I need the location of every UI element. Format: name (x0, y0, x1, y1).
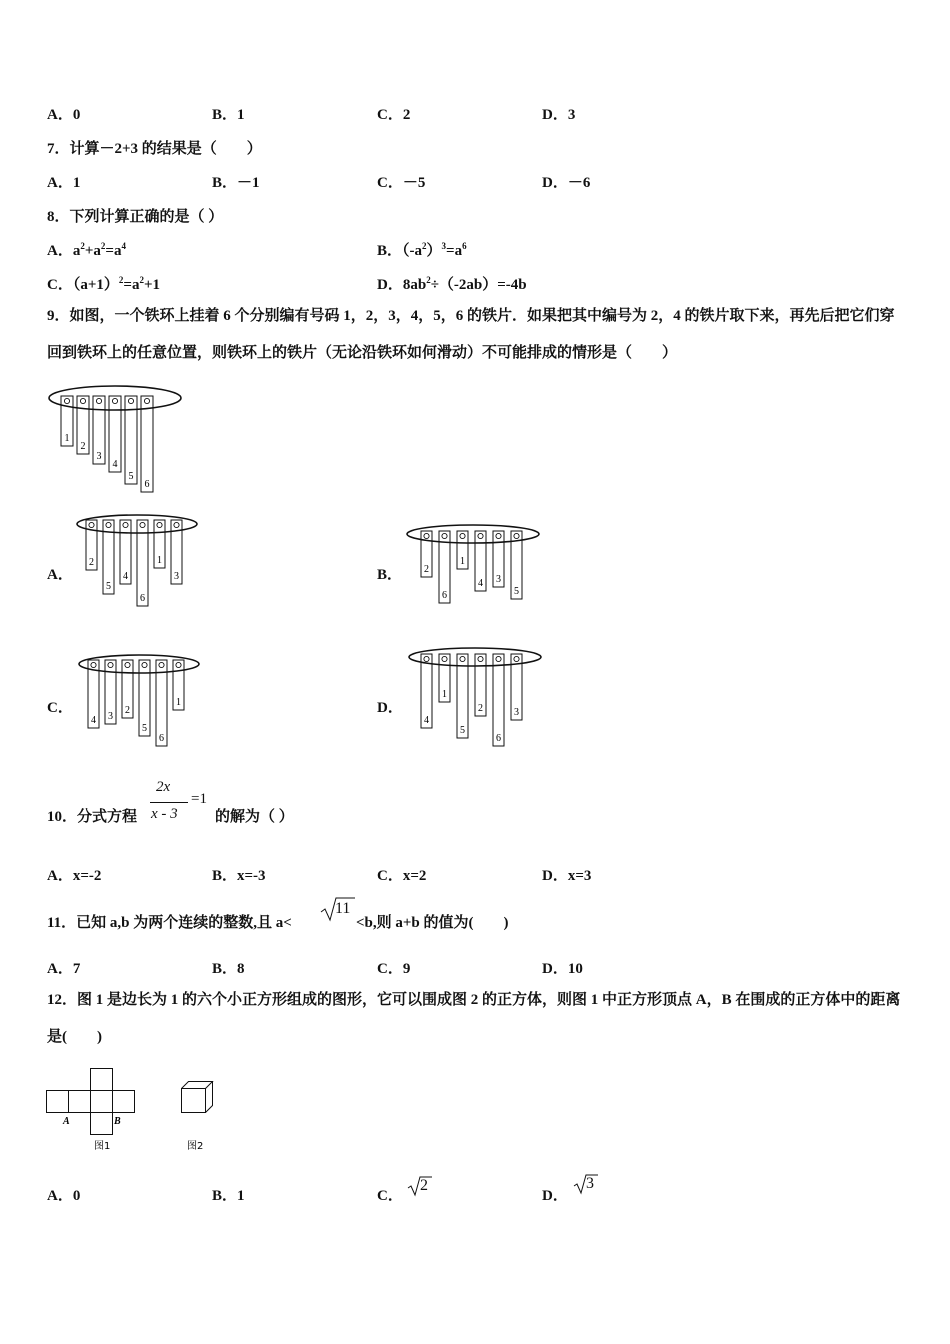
q9-option-c-tag-5 (139, 660, 150, 736)
q9-main-tag-3 (93, 396, 105, 464)
q12-option-d: D． (542, 1188, 568, 1204)
q12-option-d-radicand: 3 (586, 1175, 594, 1192)
q8-option-b: B．$(-a^2)^3=a^6$ (377, 241, 467, 259)
q8-option-d: D．$8ab^2\div(-2ab)=-4b$ (377, 275, 527, 293)
q12-option-c-radicand: 2 (420, 1177, 428, 1194)
q8-stem: 8．下列计算正确的是（ ） (47, 209, 224, 225)
q9-main-tag-6 (141, 396, 153, 492)
q9-option-d-tag-2 (475, 654, 486, 716)
q9-option-d-tag-label: 6 (496, 733, 501, 744)
q9-option-c-tag-2 (122, 660, 133, 718)
q9-option-a-figure (74, 512, 204, 607)
q9-option-a-tag-4 (120, 520, 131, 584)
q9-option-a-tag-label: 3 (174, 571, 179, 582)
q9-option-b-tag-3 (493, 531, 504, 587)
q9-option-b-tag-2 (421, 531, 432, 577)
q9-option-b-figure (405, 522, 545, 607)
q10-option-b: B．x=-3 (212, 868, 266, 884)
q9-main-tag-label: 2 (80, 441, 86, 452)
q7-option-a: A．1 (47, 175, 81, 191)
q10-suffix: 的解为（ ） (215, 809, 294, 825)
q11-option-b: B．8 (212, 961, 245, 977)
q12-point-a-label: A (63, 1116, 70, 1127)
q12-option-a: A．0 (47, 1188, 81, 1204)
q6-option-c: C．2 (377, 107, 411, 123)
q9-main-tag-label: 5 (128, 471, 134, 482)
q12-figure-1-caption: 图1 (94, 1141, 111, 1152)
q9-option-c-tag-label: 2 (125, 705, 130, 716)
q9-option-b-tag-label: 4 (478, 578, 483, 589)
q7-option-d: D．－6 (542, 175, 591, 191)
q9-option-b-tag-label: 3 (496, 574, 501, 585)
q9-option-b-tag-label: 2 (424, 564, 429, 575)
q12-figure-1 (46, 1066, 141, 1156)
q9-option-b-label: B． (377, 567, 403, 583)
q9-main-tag-label: 4 (112, 459, 118, 470)
q7-stem: 7．计算－2+3 的结果是（ ） (47, 141, 262, 157)
q9-option-d-tag-1 (439, 654, 450, 702)
q9-option-d-tag-6 (493, 654, 504, 746)
q9-main-figure (47, 382, 187, 492)
q9-option-c-figure (76, 652, 206, 750)
q9-option-d-tag-label: 5 (460, 725, 465, 736)
q11-suffix: <b,则 a+b 的值为( ) (356, 915, 509, 931)
q10-option-a: A．x=-2 (47, 868, 102, 884)
q12-option-b: B．1 (212, 1188, 245, 1204)
q9-option-a-tag-label: 6 (140, 593, 145, 604)
q9-main-tag-1 (61, 396, 73, 446)
q9-option-a-tag-label: 4 (123, 571, 128, 582)
q9-option-a-tag-label: 1 (157, 555, 162, 566)
q10-option-c: C．x=2 (377, 868, 427, 884)
q9-main-tag-4 (109, 396, 121, 472)
q9-main-tag-label: 6 (144, 479, 150, 490)
q9-main-tag-label: 1 (64, 433, 70, 444)
q9-option-c-tag-label: 5 (142, 723, 147, 734)
q9-option-a-label: A． (47, 567, 73, 583)
q9-option-b-tag-label: 1 (460, 556, 465, 567)
q12-option-c: C． (377, 1188, 403, 1204)
q10-fraction-bar (150, 802, 188, 803)
q9-option-a-tag-label: 5 (106, 581, 111, 592)
q6-option-d: D．3 (542, 107, 576, 123)
q12-figure-2-caption: 图2 (187, 1141, 204, 1152)
q9-option-c-tag-label: 6 (159, 733, 164, 744)
q12-figure-2-cube (178, 1080, 218, 1156)
q9-option-d-label: D． (377, 700, 403, 716)
q11-option-d: D．10 (542, 961, 583, 977)
q12-stem: 12．图 1 是边长为 1 的六个小正方形组成的图形，它可以围成图 2 的正方体，则图 1 中正方形顶点 A，B 在围成的正方体中的距离是( ) (47, 992, 901, 1045)
q9-option-b-tag-4 (475, 531, 486, 591)
q9-option-d-figure (407, 645, 547, 747)
q8-option-a: A．$a^2+a^2=a^4$ (47, 241, 126, 259)
q9-option-c-tag-label: 3 (108, 711, 113, 722)
q11-option-a: A．7 (47, 961, 81, 977)
q6-option-a: A．0 (47, 107, 81, 123)
q10-denominator: x - 3 (151, 806, 178, 822)
q7-option-c: C．－5 (377, 175, 426, 191)
q9-main-tag-2 (77, 396, 89, 454)
q9-option-b-tag-1 (457, 531, 468, 569)
q9-option-b-tag-label: 5 (514, 586, 519, 597)
q6-option-b: B．1 (212, 107, 245, 123)
q9-option-c-label: C． (47, 700, 73, 716)
q10-rhs: =1 (191, 791, 207, 807)
q9-main-tag-label: 3 (96, 451, 102, 462)
q11-prefix: 11．已知 a,b 为两个连续的整数,且 a< (47, 915, 292, 931)
q9-option-c-tag-3 (105, 660, 116, 724)
q9-option-a-tag-label: 2 (89, 557, 94, 568)
q7-option-b: B．－1 (212, 175, 260, 191)
q10-numerator: 2x (156, 779, 171, 795)
q12-point-b-label: B (114, 1116, 121, 1127)
q9-option-a-tag-1 (154, 520, 165, 568)
q9-option-c-tag-label: 1 (176, 697, 181, 708)
q10-option-d: D．x=3 (542, 868, 592, 884)
q8-option-c: C．$(a+1)^2=a^2+1$ (47, 275, 161, 293)
q9-option-d-tag-label: 4 (424, 715, 429, 726)
q9-option-d-tag-label: 3 (514, 707, 519, 718)
q9-option-c-tag-label: 4 (91, 715, 96, 726)
q9-option-d-tag-4 (421, 654, 432, 728)
q9-option-d-tag-label: 2 (478, 703, 483, 714)
q11-radicand: 11 (335, 900, 351, 917)
q10-prefix: 10．分式方程 (47, 809, 138, 825)
q9-option-b-tag-label: 6 (442, 590, 447, 601)
q9-option-c-tag-1 (173, 660, 184, 710)
q9-option-d-tag-label: 1 (442, 689, 447, 700)
q11-option-c: C．9 (377, 961, 411, 977)
q9-option-a-tag-2 (86, 520, 97, 570)
q9-stem: 9．如图，一个铁环上挂着 6 个分别编有号码 1，2，3，4，5，6 的铁片．如果把其中编号为 2，4 的铁片取下来，再先后把它们穿回到铁环上的任意位置，则铁环上的铁片（无论沿铁环如何滑动）不可能排成的情形是（ ） (47, 308, 895, 361)
